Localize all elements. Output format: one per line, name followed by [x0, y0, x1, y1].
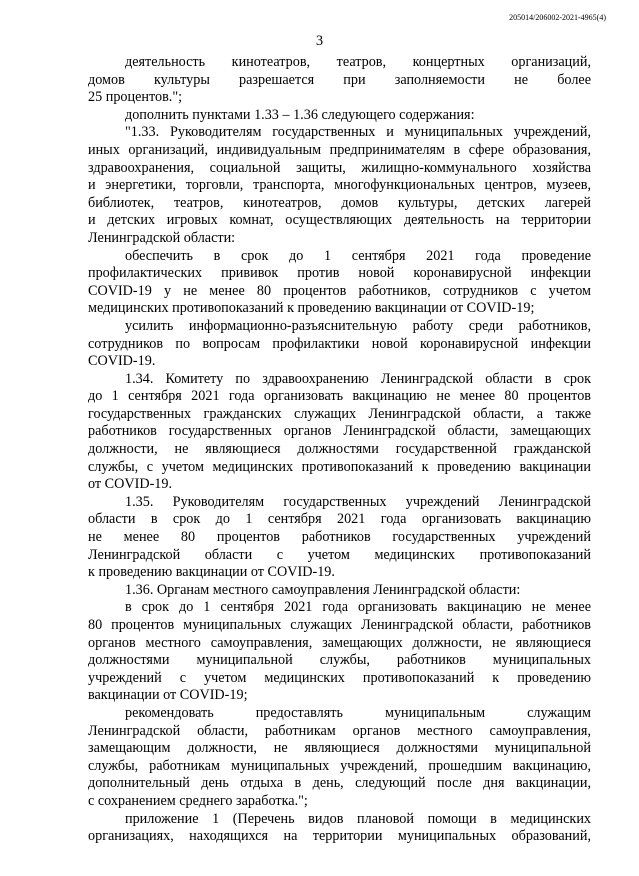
- text-line: 25 процентов.";: [88, 89, 183, 106]
- text-line: иных организаций, индивидуальным предпринимателям в сфере образования,: [88, 141, 591, 158]
- text-line: 1.35. Руководителям государственных учреждений Ленинградской: [125, 493, 591, 510]
- page-number: 3: [315, 33, 324, 49]
- text-line: Ленинградской области, работникам органов местного самоуправления,: [88, 722, 591, 739]
- document-id: 205014/206002-2021-4965(4): [509, 13, 606, 22]
- text-line: замещающим должности, не являющиеся должностями муниципальной: [88, 740, 591, 757]
- text-line: медицинских противопоказаний к проведению вакцинации от COVID-19;: [88, 300, 535, 317]
- text-line: обеспечить в срок до 1 сентября 2021 года проведение: [125, 247, 591, 264]
- text-line: COVID-19.: [88, 353, 156, 370]
- text-line: домов культуры разрешается при заполняемости не более: [88, 71, 591, 88]
- text-line: вакцинации от COVID-19;: [88, 687, 248, 704]
- text-line: работников государственных органов Ленинградской области, замещающих: [88, 423, 591, 440]
- text-line: дополнить пунктами 1.33 – 1.36 следующего содержания:: [125, 106, 475, 123]
- document-body: [88, 54, 591, 846]
- text-line: рекомендовать предоставлять муниципальным служащим: [125, 704, 591, 721]
- text-line: профилактических прививок против новой коронавирусной инфекции: [88, 265, 591, 282]
- text-line: и энергетики, торговли, транспорта, многофункциональных центров, музеев,: [88, 177, 591, 194]
- text-line: 80 процентов муниципальных служащих Ленинградской области, работников: [88, 617, 591, 633]
- text-line: от COVID-19.: [88, 476, 173, 493]
- text-line: деятельность кинотеатров, театров, концертных организаций,: [125, 54, 591, 70]
- text-line: и детских игровых комнат, осуществляющих деятельность на территории: [88, 212, 591, 229]
- text-line: дополнительный день отдыха в день, следующий после дня вакцинации,: [88, 775, 591, 792]
- text-line: в срок до 1 сентября 2021 года организовать вакцинацию не менее: [125, 599, 591, 616]
- text-line: государственных гражданских служащих Ленинградской области, а также: [88, 405, 591, 422]
- text-line: не менее 80 процентов работников государственных учреждений: [88, 529, 591, 546]
- text-line: "1.33. Руководителям государственных и муниципальных учреждений,: [125, 124, 591, 141]
- text-line: Ленинградской области:: [88, 229, 236, 246]
- text-line: службы, с учетом медицинских противопоказаний к проведению вакцинации: [88, 458, 591, 475]
- text-line: COVID-19 у не менее 80 процентов работников, сотрудников с учетом: [88, 282, 591, 299]
- text-line: должности, не являющиеся должностями государственной гражданской: [88, 441, 591, 458]
- text-line: приложение 1 (Перечень видов плановой помощи в медицинских: [125, 810, 591, 827]
- text-line: библиотек, театров, кинотеатров, домов культуры, детских лагерей: [88, 194, 591, 211]
- text-line: до 1 сентября 2021 года организовать вакцинацию не менее 80 процентов: [88, 388, 591, 405]
- text-line: сотрудников по вопросам профилактики новой коронавирусной инфекции: [88, 335, 591, 352]
- text-line: учреждений с учетом медицинских противопоказаний к проведению: [88, 669, 591, 686]
- text-line: области в срок до 1 сентября 2021 года организовать вакцинацию: [88, 511, 591, 528]
- text-line: здравоохранения, социальной защиты, жилищно-коммунального хозяйства: [88, 159, 591, 176]
- text-line: организациях, находящихся на территории муниципальных образований,: [88, 828, 591, 845]
- text-line: с сохранением среднего заработка.";: [88, 792, 308, 809]
- text-line: органов местного самоуправления, замещающих должности, не являющиеся: [88, 634, 591, 651]
- text-line: 1.36. Органам местного самоуправления Ленинградской области:: [125, 581, 521, 598]
- text-line: должностями муниципальной службы, работников муниципальных: [88, 652, 591, 669]
- text-line: усилить информационно-разъяснительную работу среди работников,: [125, 317, 591, 334]
- text-line: службы, работникам муниципальных учреждений, прошедшим вакцинацию,: [88, 757, 591, 774]
- text-line: к проведению вакцинации от COVID-19.: [88, 564, 335, 581]
- text-line: Ленинградской области с учетом медицинских противопоказаний: [88, 546, 591, 563]
- text-line: 1.34. Комитету по здравоохранению Ленинградской области в срок: [125, 370, 591, 387]
